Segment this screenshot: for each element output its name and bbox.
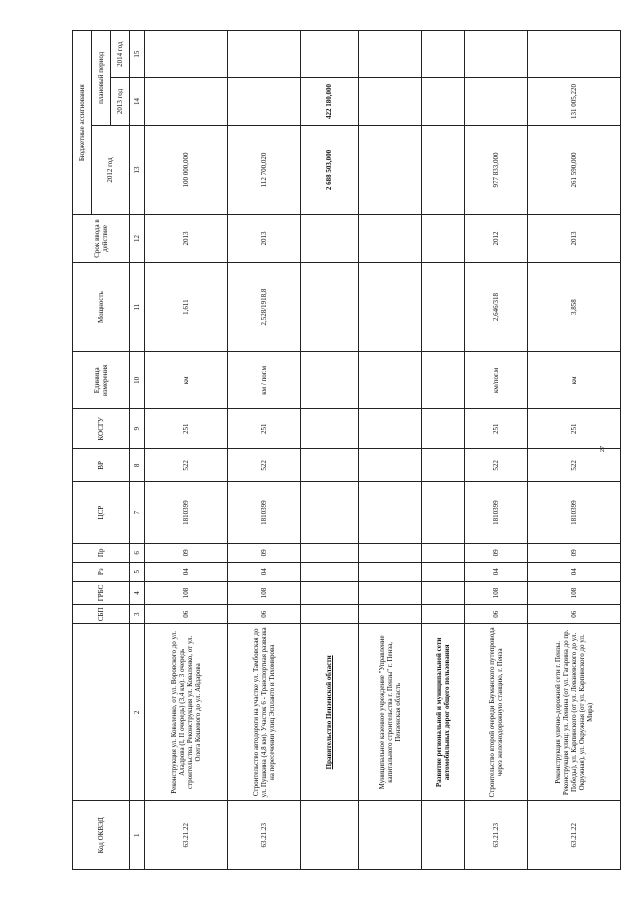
kosgu-cell: 251 [465, 409, 528, 449]
index-cell: 7 [130, 482, 145, 543]
capacity-cell: 1,611 [145, 262, 228, 352]
rz-cell: 04 [528, 562, 621, 581]
empty-cell [359, 605, 422, 624]
budget-table [72, 30, 621, 870]
grbs-cell: 108 [228, 581, 301, 605]
index-cell: 11 [130, 262, 145, 352]
empty-cell [359, 78, 422, 125]
capacity-header: Мощность [73, 262, 130, 352]
amount-2012-cell: 2 688 503,000 [301, 125, 359, 215]
empty-cell [301, 562, 359, 581]
grbs-header: ГРБС [73, 581, 130, 605]
kosgu-cell: 251 [528, 409, 621, 449]
empty-cell [422, 125, 465, 215]
empty-cell [422, 449, 465, 482]
okved-cell [359, 801, 422, 870]
index-cell: 14 [130, 78, 145, 125]
name-cell: Реконструкция улично-дорожной сети г. Пензы. Реконструкция улиц: ул. Ленина (от ул. Гагарина до пр. Победы), ул. Карпинского (от ул. Леваневского до ул. Окружная), ул. Окружная (от ул. Карпинского до ул. Мира) [528, 624, 621, 801]
okved-cell: 63.21.23 [465, 801, 528, 870]
sbp-cell: 06 [145, 605, 228, 624]
empty-cell [359, 31, 422, 78]
sbp-cell: 06 [528, 605, 621, 624]
sbp-cell: 06 [228, 605, 301, 624]
empty-cell [422, 215, 465, 262]
empty-cell [301, 581, 359, 605]
kosgu-cell: 251 [145, 409, 228, 449]
empty-cell [301, 543, 359, 562]
unit-header: Единица измерения [73, 352, 130, 409]
index-cell: 2 [130, 624, 145, 801]
amount-2014-cell [145, 31, 228, 78]
column-index-row [130, 31, 145, 870]
name-cell: Реконструкция ул. Коваленко, от ул. Воровского до ул. Аладрова (I, II очередь) (3,4 км). 3 очередь строительства. Реконструкция ул. Коваленко, от ул. Олега Кошевого до ул. Айдарова [145, 624, 228, 801]
year-2013-header: 2013 год [111, 78, 130, 125]
empty-cell [301, 352, 359, 409]
capacity-cell: 3,858 [528, 262, 621, 352]
kosgu-header: КОСГУ [73, 409, 130, 449]
table-row [422, 31, 465, 870]
sbp-cell: 06 [465, 605, 528, 624]
empty-cell [422, 543, 465, 562]
rz-cell: 04 [228, 562, 301, 581]
okved-cell: 63.21.22 [528, 801, 621, 870]
rotated-sheet [72, 30, 640, 870]
empty-cell [359, 352, 422, 409]
empty-cell [359, 581, 422, 605]
grbs-cell: 108 [528, 581, 621, 605]
section-title-cell: Правительство Пензенской области [301, 624, 359, 801]
amount-2012-cell: 112 700,020 [228, 125, 301, 215]
vr-cell: 522 [528, 449, 621, 482]
empty-cell [422, 482, 465, 543]
name-cell: Строительство второй очереди Бауманского путепровода через железнодорожную станцию, г. Пенза [465, 624, 528, 801]
term-cell: 2012 [465, 215, 528, 262]
empty-cell [422, 262, 465, 352]
empty-cell [301, 605, 359, 624]
empty-cell [301, 262, 359, 352]
index-cell: 6 [130, 543, 145, 562]
table-row [145, 31, 228, 870]
empty-cell [301, 31, 359, 78]
empty-cell [359, 482, 422, 543]
unit-cell: км [528, 352, 621, 409]
amount-2012-cell: 100 000,000 [145, 125, 228, 215]
table-row [301, 31, 359, 870]
year-2012-header: 2012 год [92, 125, 130, 215]
empty-cell [301, 215, 359, 262]
empty-cell [422, 562, 465, 581]
csr-cell: 1810399 [145, 482, 228, 543]
index-cell: 12 [130, 215, 145, 262]
pr-cell: 09 [145, 543, 228, 562]
amount-2013-cell [465, 78, 528, 125]
vr-cell: 522 [228, 449, 301, 482]
index-cell: 1 [130, 801, 145, 870]
table-row [228, 31, 301, 870]
empty-cell [301, 482, 359, 543]
empty-cell [422, 78, 465, 125]
empty-cell [359, 409, 422, 449]
amount-2014-cell [465, 31, 528, 78]
empty-cell [359, 543, 422, 562]
pr-cell: 09 [465, 543, 528, 562]
table-row [528, 31, 621, 870]
section-title-cell: Развитие региональной и муниципальной сети автомобильных дорог общего пользования [422, 624, 465, 801]
csr-cell: 1810399 [228, 482, 301, 543]
index-cell: 9 [130, 409, 145, 449]
okved-header: Код ОКВЭД [73, 801, 130, 870]
year-2014-header: 2014 год [111, 31, 130, 78]
amount-2013-cell [228, 78, 301, 125]
unit-cell: км [145, 352, 228, 409]
okved-cell: 63.21.23 [228, 801, 301, 870]
pr-header: Пр [73, 543, 130, 562]
index-cell: 5 [130, 562, 145, 581]
index-cell: 13 [130, 125, 145, 215]
index-cell: 8 [130, 449, 145, 482]
table-row [465, 31, 528, 870]
name-cell: Строительство автодороги на участке ул. Тамбовская до ул. Пушкина (4,8 км). Участок 6 - Транспортная развязка на пересечении улиц Эспланто и Тихомирова [228, 624, 301, 801]
capacity-cell: 2,646/318 [465, 262, 528, 352]
empty-cell [422, 581, 465, 605]
amount-2013-cell: 131 005,220 [528, 78, 621, 125]
amount-2014-cell [228, 31, 301, 78]
empty-cell [359, 262, 422, 352]
amount-2012-cell: 261 590,000 [528, 125, 621, 215]
rz-cell: 04 [145, 562, 228, 581]
empty-cell [359, 562, 422, 581]
grbs-cell: 108 [465, 581, 528, 605]
empty-cell [359, 215, 422, 262]
empty-cell [422, 31, 465, 78]
sbp-header: СБП [73, 605, 130, 624]
empty-cell [422, 409, 465, 449]
unit-cell: км / пог.м [228, 352, 301, 409]
name-header [73, 624, 130, 801]
index-cell: 10 [130, 352, 145, 409]
grbs-cell: 108 [145, 581, 228, 605]
amount-2013-cell: 422 180,000 [301, 78, 359, 125]
empty-cell [422, 605, 465, 624]
okved-cell [422, 801, 465, 870]
pr-cell: 09 [228, 543, 301, 562]
index-cell: 4 [130, 581, 145, 605]
pr-cell: 09 [528, 543, 621, 562]
capacity-cell: 2,528/1918,8 [228, 262, 301, 352]
kosgu-cell: 251 [228, 409, 301, 449]
name-cell: Муниципальное казенное учреждение "Управление капитального строительства г. Пензы" г. Пенза, Пензенская область [359, 624, 422, 801]
empty-cell [422, 352, 465, 409]
vr-header: ВР [73, 449, 130, 482]
okved-cell: 63.21.22 [145, 801, 228, 870]
index-cell: 15 [130, 31, 145, 78]
header-row-1 [73, 31, 92, 870]
vr-cell: 522 [145, 449, 228, 482]
term-cell: 2013 [228, 215, 301, 262]
page-number: 27 [600, 446, 606, 452]
budget-header: Бюджетные ассигнования [73, 31, 92, 215]
empty-cell [301, 449, 359, 482]
empty-cell [359, 449, 422, 482]
csr-header: ЦСР [73, 482, 130, 543]
empty-cell [301, 409, 359, 449]
vr-cell: 522 [465, 449, 528, 482]
term-header: Срок ввода в действие [73, 215, 130, 262]
csr-cell: 1810399 [528, 482, 621, 543]
amount-2014-cell [528, 31, 621, 78]
okved-cell [301, 801, 359, 870]
amount-2012-cell: 977 833,000 [465, 125, 528, 215]
unit-cell: км/пог.м [465, 352, 528, 409]
term-cell: 2013 [528, 215, 621, 262]
index-cell: 3 [130, 605, 145, 624]
csr-cell: 1810399 [465, 482, 528, 543]
rz-header: Рз [73, 562, 130, 581]
empty-cell [359, 125, 422, 215]
amount-2013-cell [145, 78, 228, 125]
plan-period-header: плановый период [92, 31, 111, 126]
table-row [359, 31, 422, 870]
rz-cell: 04 [465, 562, 528, 581]
term-cell: 2013 [145, 215, 228, 262]
